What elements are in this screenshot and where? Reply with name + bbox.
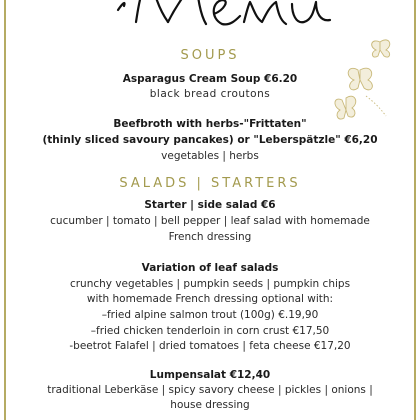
salad-item-3-desc-line1: traditional Leberkäse | spicy savory cheese | pickles | onions |	[47, 384, 373, 396]
salad-item-2-desc-line1: crunchy vegetables | pumpkin seeds | pumpkin chips	[69, 278, 351, 290]
soup-item-1-desc: black bread croutons	[149, 88, 271, 100]
salad-item-2-desc-line2: with homemade French dressing optional with:	[86, 293, 334, 305]
soup-item-2-name-line1: Beefbroth with herbs-"Frittaten"	[113, 118, 307, 130]
salad-item-3-desc-line2: house dressing	[170, 399, 250, 411]
soup-item-2-name-line2: (thinly sliced savoury pancakes) or "Leberspätzle" €6,20	[42, 134, 378, 146]
soups-heading: SOUPS	[180, 48, 240, 63]
salads-heading: SALADS | STARTERS	[119, 176, 301, 191]
soup-item-1-name: Asparagus Cream Soup €6.20	[122, 73, 298, 85]
salad-item-1-desc-line2: French dressing	[168, 231, 252, 243]
soup-item-2-desc: vegetables | herbs	[161, 150, 259, 162]
salad-item-2-desc-line4: –fried chicken tenderloin in corn crust €17,50	[90, 325, 330, 337]
salad-item-1-name: Starter | side salad €6	[144, 199, 276, 211]
salad-item-2-desc-line5: -beetrot Falafel | dried tomatoes | feta cheese €17,20	[69, 340, 351, 352]
salad-item-1-desc-line1: cucumber | tomato | bell pepper | leaf salad with homemade	[50, 215, 370, 227]
salad-item-2-desc-line3: –fried alpine salmon trout (100g) €.19,90	[101, 309, 319, 321]
salad-item-3-name: Lumpensalat €12,40	[149, 369, 271, 381]
menu-title	[0, 0, 420, 32]
salad-item-2-name: Variation of leaf salads	[141, 262, 279, 274]
menu-title-script	[0, 0, 420, 32]
